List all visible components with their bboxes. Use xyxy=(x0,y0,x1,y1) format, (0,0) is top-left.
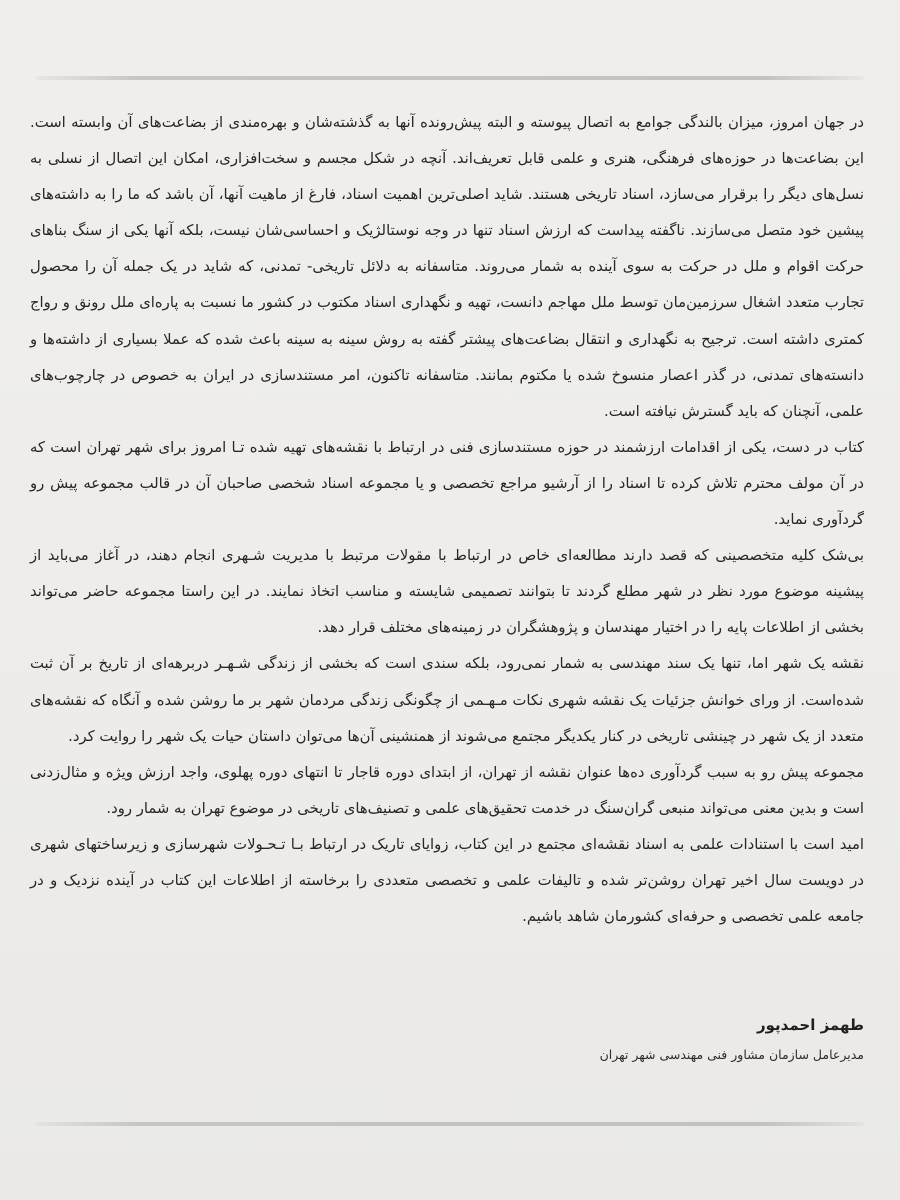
paragraph-3: بی‌شک کلیه متخصصینی که قصد دارند مطالعه‌ای خاص در ارتباط با مقولات مرتبط با مدیریت شـهری انجام دهند، در آغاز می‌باید از پیشینه موضوع مورد نظر در شهر مطلع گردند تا بتوانند تصمیمی شایسته و مناسب اتخاذ نمایند. در این راستا مجموعه حاضر می‌تواند بخشی از اطلاعات پایه را در اختیار مهندسان و پژوهشگران در زمینه‌های مختلف قرار دهد. xyxy=(30,547,864,637)
paragraph-5: مجموعه پیش رو به سبب گردآوری ده‌ها عنوان نقشه از تهران، از ابتدای دوره قاجار تا انتهای دوره پهلوی، واجد ارزش ویژه و مثال‌زدنی است و بدین معنی می‌تواند منبعی گران‌سنگ در خدمت تحقیق‌های علمی و تصنیف‌های تاریخی در موضوع تهران به شمار رود. xyxy=(30,763,864,817)
signature-block xyxy=(600,1010,864,1070)
paragraph-1: در جهان امروز، میزان بالندگی جوامع به اتصال پیوسته و البته پیش‌رونده آنها به گذشته‌شان و بهره‌مندی از بضاعت‌های آن وابسته است. این بضاعت‌ها در حوزه‌های فرهنگی، هنری و علمی قابل تعریف‌اند. آنچه در شکل مجسم و سخت‌افزاری، امکان این اتصال از نسلی به نسل‌های دیگر را برقرار می‌سازد، اسناد تاریخی هستند. شاید اصلی‌ترین اهمیت اسناد، فارغ از ماهیت آنها، آن باشد که ما را به داشته‌های پیشین خود متصل می‌سازند. ناگفته پیداست که ارزش اسناد تنها در وجه نوستالژیک و احساسی‌شان نیست، بلکه آنها یکی از سنگ بناهای حرکت اقوام و ملل در حرکت به سوی آینده به شمار می‌روند. متاسفانه به دلائل تاریخی- تمدنی، که شاید در یک جمله آن را محصول تجارب متعدد اشغال سرزمین‌مان توسط ملل مهاجم دانست، تهیه و نگهداری اسناد مکتوب در کشور ما نسبت به پاره‌ای ملل رونق و رواج کمتری داشته است. ترجیح به نگهداری و انتقال بضاعت‌های پیشتر گفته به روش سینه به سینه باعث شده که عملا بسیاری از داشته‌ها و دانسته‌های تمدنی، در گذر اعصار منسوخ شده یا مکتوم بمانند. متاسفانه تاکنون، امر مستندسازی در ایران به خصوص در چارچوب‌های علمی، آنچنان که باید گسترش نیافته است. xyxy=(30,114,864,420)
author-title: مدیرعامل سازمان مشاور فنی مهندسی شهر تهران xyxy=(599,1047,864,1062)
paragraph-6: امید است با استنادات علمی به اسناد نقشه‌ای مجتمع در این کتاب، زوایای تاریک در ارتباط بـا تـحـولات شهرسازی و زیرساختهای شهری در دویست سال اخیر تهران روشن‌تر شده و تالیفات علمی و تخصصی متعددی را برخاسته از اطلاعات این کتاب در آینده نزدیک و در جامعه علمی تخصصی و حرفه‌ای کشورمان شاهد باشیم. xyxy=(30,835,864,926)
preface-text xyxy=(30,105,864,935)
paragraph-4: نقشه یک شهر اما، تنها یک سند مهندسی به شمار نمی‌رود، بلکه سندی است که بخشی از زندگی شـهـر دربرهه‌ای از تاریخ بر آن ثبت شده‌است. از ورای خوانش جزئیات یک نقشه شهری نکات مـهـمی از چگونگی زندگی مردمان شهر بر ما روشن شده و آنگاه که نقشه‌های متعدد از یک شهر در چینشی تاریخی در کنار یکدیگر مجتمع می‌شوند از همنشینی آن‌ها می‌توان داستان حیات یک شهر را روایت کرد. xyxy=(30,655,864,745)
bottom-divider xyxy=(36,1122,864,1126)
paragraph-2: کتاب در دست، یکی از اقدامات ارزشمند در حوزه مستندسازی فنی در ارتباط با نقشه‌های تهیه شده تـا امروز برای شهر تهران است که در آن مولف محترم تلاش کرده تا اسناد را از آرشیو مراجع تخصصی و یا مجموعه اسناد شخصی صاحبان آن در قالب مجموعه پیش رو گردآوری نماید. xyxy=(30,438,864,529)
top-divider xyxy=(36,76,864,80)
author-name: طهمز احمدپور xyxy=(757,1016,864,1034)
